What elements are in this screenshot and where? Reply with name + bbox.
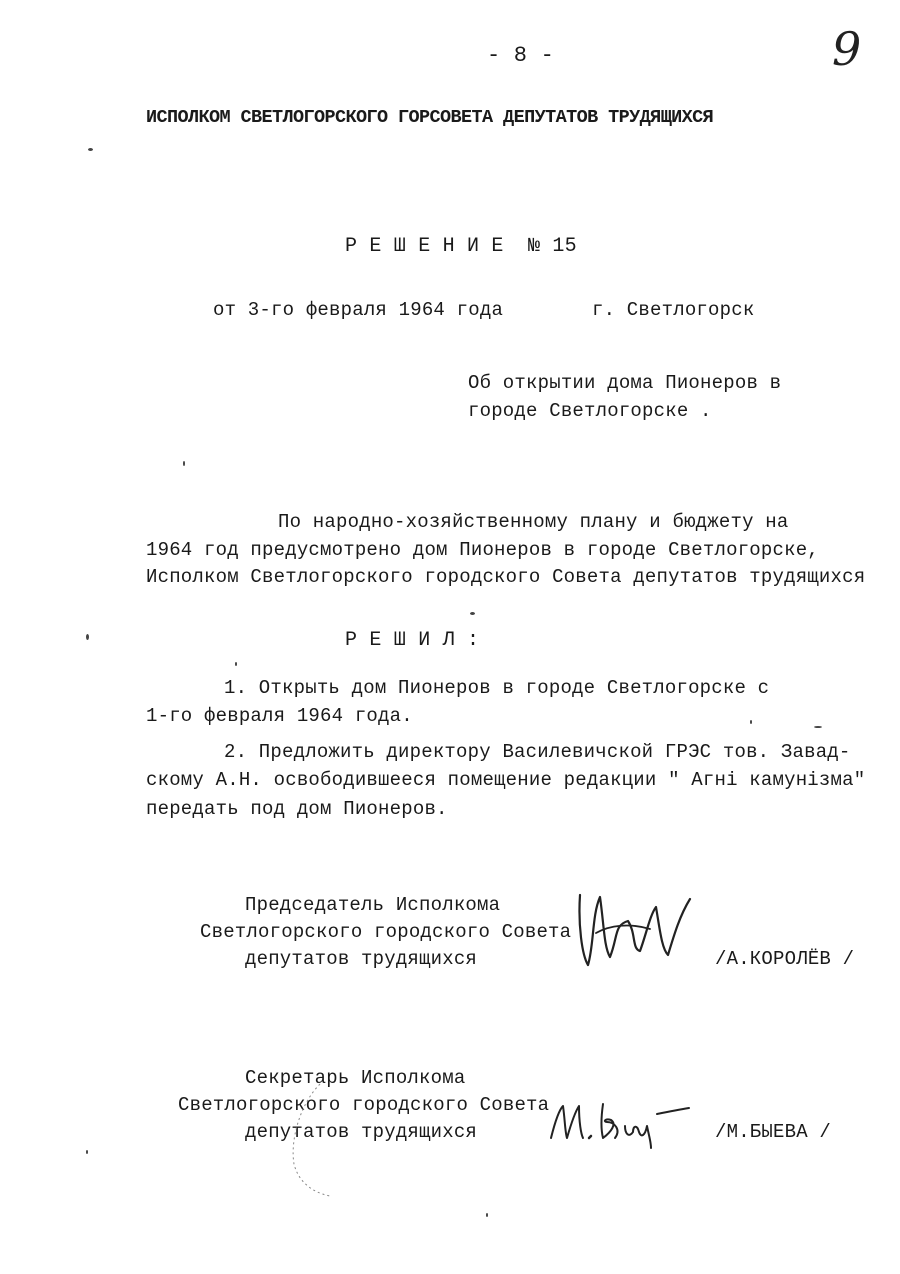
paper-speck — [470, 612, 475, 615]
preamble-line: Исполком Светлогорского городского Совета депутатов трудящихся — [146, 566, 866, 588]
resolution-item: 2. Предложить директору Василевичской ГРЭС тов. Завад- — [224, 741, 851, 763]
resolution-item: передать под дом Пионеров. — [146, 798, 448, 820]
decision-date: от 3-го февраля 1964 года — [213, 299, 504, 321]
decision-place: г. Светлогорск — [592, 299, 755, 321]
paper-speck — [88, 148, 93, 151]
resolution-item: 1-го февраля 1964 года. — [146, 705, 413, 727]
signatory-name: /А.КОРОЛЁВ / — [715, 948, 855, 970]
paper-speck — [183, 461, 185, 466]
resolution-item: скому А.Н. освободившееся помещение редакции " Агнi камунiзма" — [146, 769, 866, 791]
signatory-title: Светлогорского городского Совета — [178, 1094, 550, 1116]
paper-speck — [235, 662, 237, 666]
chairman-signature — [570, 885, 700, 975]
org-header: ИСПОЛКОМ СВЕТЛОГОРСКОГО ГОРСОВЕТА ДЕПУТАТОВ ТРУДЯЩИХСЯ — [146, 107, 714, 128]
signatory-title: Светлогорского городского Совета — [200, 921, 572, 943]
paper-speck — [750, 720, 752, 724]
signatory-name: /М.БЫЕВА / — [715, 1121, 832, 1143]
paper-speck — [486, 1213, 488, 1217]
signatory-title: депутатов трудящихся — [245, 948, 478, 970]
signatory-title: депутатов трудящихся — [245, 1121, 478, 1143]
signatory-title: Секретарь Исполкома — [245, 1067, 466, 1089]
resolution-item: 1. Открыть дом Пионеров в городе Светлогорске с — [224, 677, 770, 699]
page-number: - 8 - — [487, 43, 555, 68]
signatory-title: Председатель Исполкома — [245, 894, 501, 916]
stamp-mark — [280, 1080, 350, 1200]
paper-speck — [86, 1150, 88, 1154]
resolved-heading: Р Е Ш И Л : — [345, 629, 480, 652]
preamble-line: 1964 год предусмотрено дом Пионеров в городе Светлогорске, — [146, 539, 819, 561]
decision-title: Р Е Ш Е Н И Е № 15 — [345, 235, 577, 258]
secretary-signature — [545, 1092, 695, 1152]
preamble-line: По народно-хозяйственному плану и бюджету на — [278, 511, 789, 533]
subject-line: Об открытии дома Пионеров в — [468, 372, 782, 394]
subject-line: городе Светлогорске . — [468, 400, 712, 422]
folio-number: 9 — [832, 22, 862, 76]
paper-speck — [814, 726, 822, 728]
paper-speck — [86, 634, 89, 640]
